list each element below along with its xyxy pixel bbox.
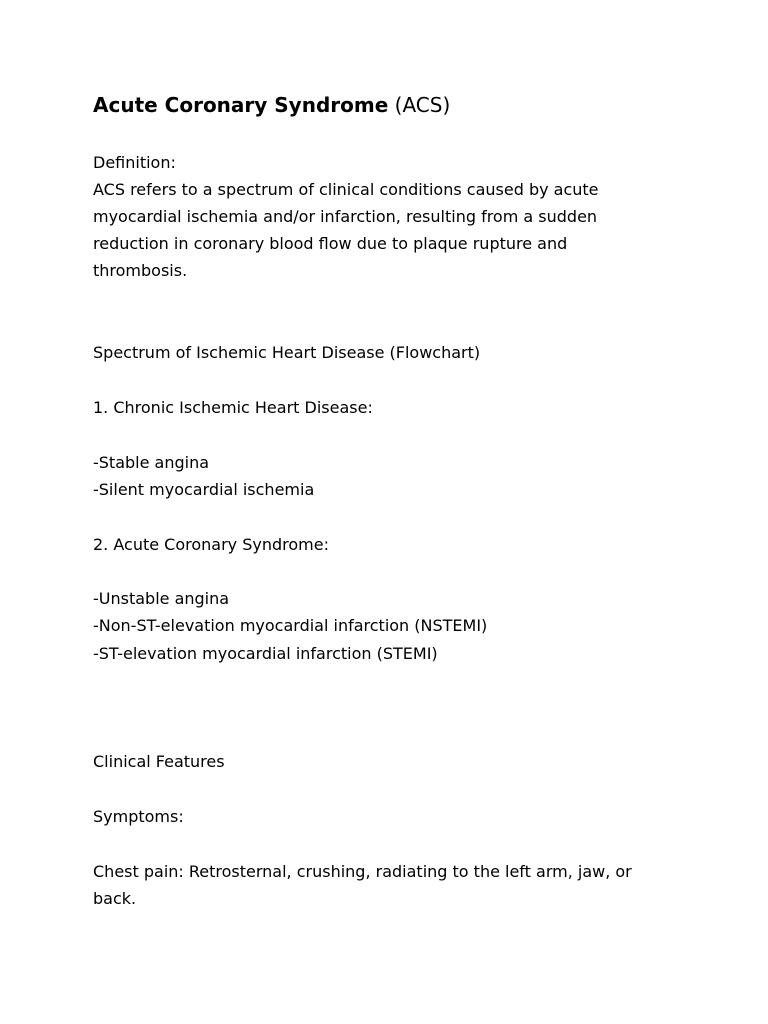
acs-item-nstemi: -Non-ST-elevation myocardial infarction (NSTEMI) [93,616,488,635]
definition-line-1: ACS refers to a spectrum of clinical conditions caused by acute [93,180,599,199]
acs-heading: 2. Acute Coronary Syndrome: [93,535,329,554]
acs-item-stemi: -ST-elevation myocardial infarction (STEMI) [93,644,438,663]
definition-heading: Definition: [93,153,176,172]
definition-line-4: thrombosis. [93,261,188,280]
clinical-features-heading: Clinical Features [93,752,225,771]
chest-pain-line-1: Chest pain: Retrosternal, crushing, radiating to the left arm, jaw, or [93,862,632,881]
spectrum-heading: Spectrum of Ischemic Heart Disease (Flowchart) [93,343,481,362]
document-title [93,92,450,118]
title-abbreviation: (ACS) [394,93,451,117]
chest-pain-line-2: back. [93,889,137,908]
acs-item-unstable-angina: -Unstable angina [93,589,230,608]
title-main: Acute Coronary Syndrome [93,93,389,117]
chronic-item-stable-angina: -Stable angina [93,453,210,472]
chronic-item-silent-ischemia: -Silent myocardial ischemia [93,480,315,499]
symptoms-heading: Symptoms: [93,807,184,826]
chronic-heading: 1. Chronic Ischemic Heart Disease: [93,398,373,417]
definition-line-2: myocardial ischemia and/or infarction, resulting from a sudden [93,207,598,226]
definition-line-3: reduction in coronary blood flow due to plaque rupture and [93,234,568,253]
